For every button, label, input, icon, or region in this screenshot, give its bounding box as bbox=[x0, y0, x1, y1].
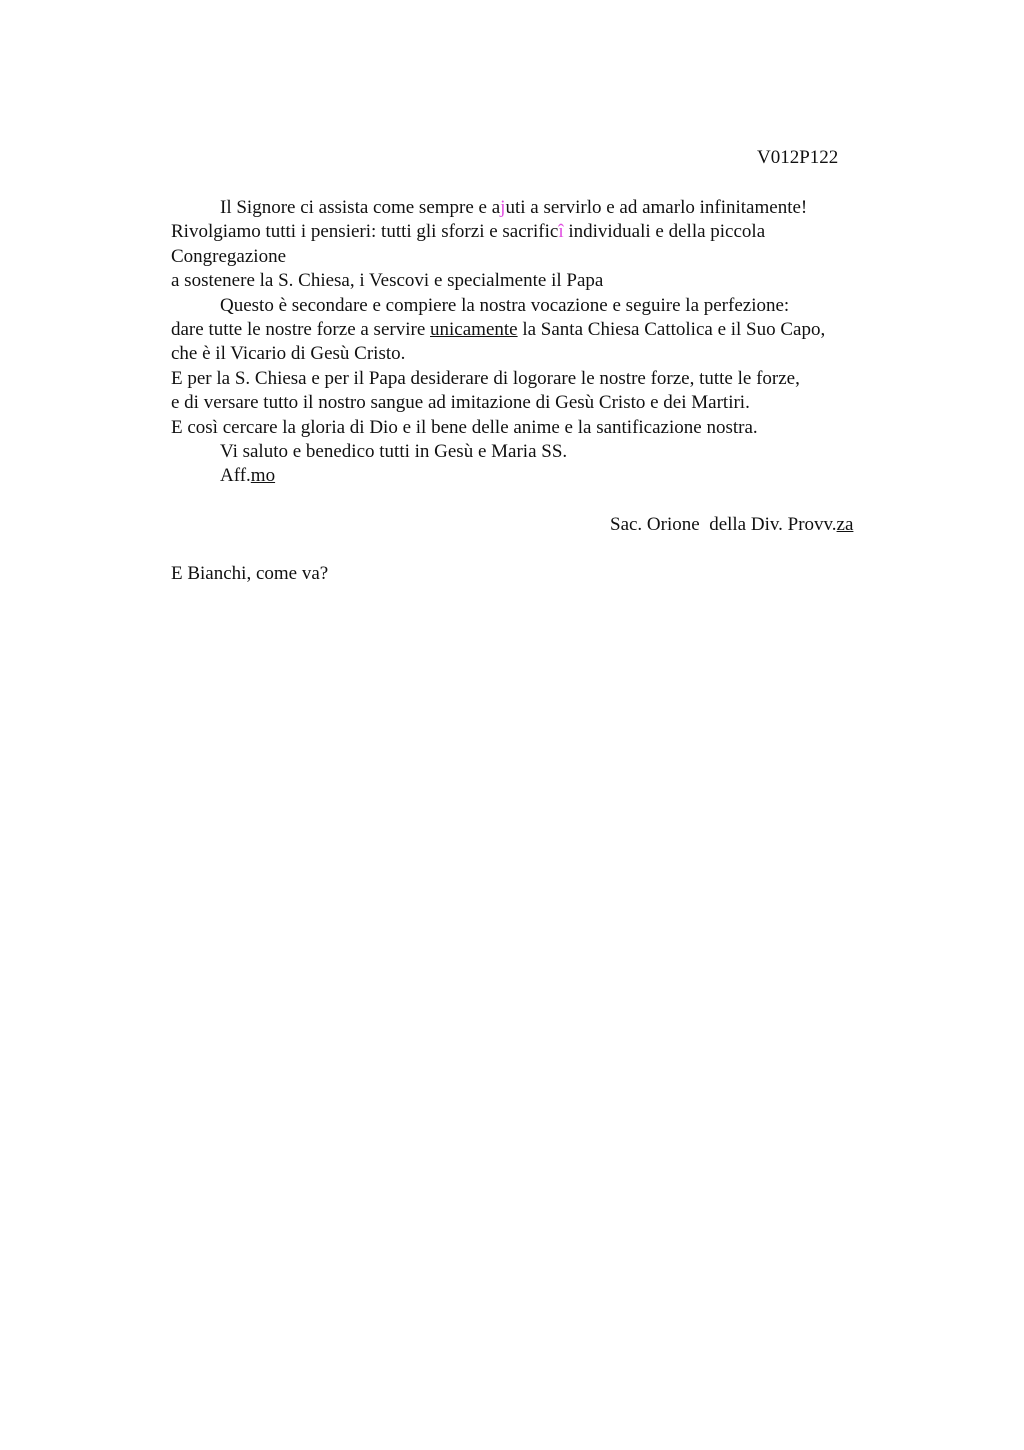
signature bbox=[610, 513, 853, 537]
text-run: Rivolgiamo tutti i pensieri: tutti gli sforzi e sacrific bbox=[171, 221, 559, 243]
letter-line-7: che è il Vicario di Gesù Cristo. bbox=[171, 343, 406, 365]
underlined-word: unicamente bbox=[430, 318, 518, 340]
signature-underlined-suffix: za bbox=[836, 514, 854, 535]
underlined-suffix: mo bbox=[250, 465, 276, 487]
text-run: la Santa Chiesa Cattolica e il Suo Capo, bbox=[517, 318, 826, 340]
letter-line-5: Questo è secondare e compiere la nostra vocazione e seguire la perfezione: bbox=[220, 294, 790, 316]
letter-line-6 bbox=[171, 318, 891, 342]
highlighted-letter: î bbox=[558, 221, 564, 243]
letter-line-3: Congregazione bbox=[171, 245, 287, 267]
text-run: individuali e della piccola bbox=[563, 221, 766, 243]
letter-line-8: E per la S. Chiesa e per il Papa desiderare di logorare le nostre forze, tutte le forze, bbox=[171, 367, 800, 389]
highlighted-letter: j bbox=[500, 197, 506, 218]
text-run: dare tutte le nostre forze a servire bbox=[171, 318, 431, 340]
signature-text: Sac. Orione della Div. Provv. bbox=[610, 514, 837, 535]
text-run: uti a servirlo e ad amarlo infinitamente! bbox=[505, 197, 808, 218]
letter-line-10: E così cercare la gloria di Dio e il bene delle anime e la santificazione nostra. bbox=[171, 416, 758, 438]
letter-line-1 bbox=[171, 196, 891, 220]
letter-line-9: e di versare tutto il nostro sangue ad imitazione di Gesù Cristo e dei Martiri. bbox=[171, 392, 750, 414]
text-run: Il Signore ci assista come sempre e a bbox=[220, 197, 501, 218]
text-run: Aff. bbox=[220, 465, 251, 487]
letter-line-2 bbox=[171, 220, 891, 244]
letter-body bbox=[171, 196, 891, 489]
letter-line-11: Vi saluto e benedico tutti in Gesù e Maria SS. bbox=[220, 440, 568, 462]
letter-line-12 bbox=[171, 464, 891, 488]
document-code: V012P122 bbox=[757, 147, 839, 168]
postscript: E Bianchi, come va? bbox=[171, 563, 329, 584]
letter-line-4: a sostenere la S. Chiesa, i Vescovi e specialmente il Papa bbox=[171, 270, 604, 292]
